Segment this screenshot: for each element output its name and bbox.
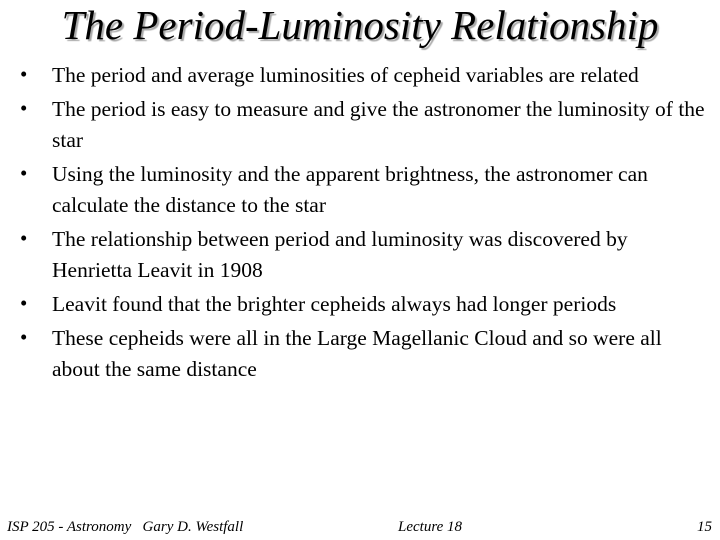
bullet-text: Using the luminosity and the apparent brightness, the astronomer can calculate the distance to the star [52, 162, 648, 217]
bullet-item [20, 159, 710, 221]
bullet-item [20, 289, 710, 320]
footer-page-number: 15 [697, 519, 712, 535]
bullet-text: These cepheids were all in the Large Magellanic Cloud and so were all about the same distance [52, 326, 662, 381]
footer-lecture: Lecture 18 [398, 519, 463, 535]
bullet-item [20, 94, 710, 156]
bullet-icon: • [20, 96, 28, 120]
bullet-text: The period is easy to measure and give the astronomer the luminosity of the star [52, 97, 705, 152]
bullet-icon: • [20, 291, 28, 315]
bullet-icon: • [20, 161, 28, 185]
bullet-icon: • [20, 62, 28, 86]
footer-course: ISP 205 - Astronomy Gary D. Westfall [7, 519, 244, 535]
bullet-item [20, 224, 710, 286]
bullet-list [20, 60, 710, 388]
bullet-text: Leavit found that the brighter cepheids always had longer periods [52, 292, 617, 316]
bullet-item [20, 323, 710, 385]
slide-title: The Period-Luminosity Relationship [61, 2, 659, 48]
bullet-text: The period and average luminosities of cepheid variables are related [52, 63, 639, 87]
bullet-item [20, 60, 710, 91]
bullet-icon: • [20, 226, 28, 250]
bullet-text: The relationship between period and luminosity was discovered by Henrietta Leavit in 1908 [52, 227, 628, 282]
bullet-icon: • [20, 325, 28, 349]
